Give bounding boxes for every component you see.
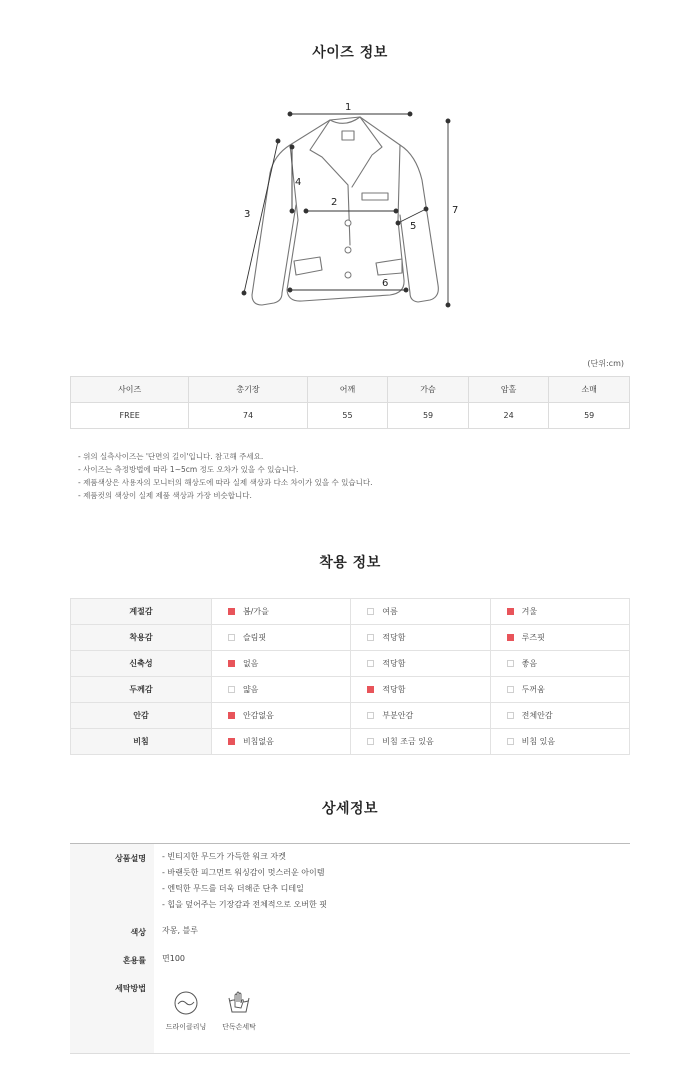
- fit-row: [71, 729, 630, 755]
- fit-option-label: 두꺼움: [521, 685, 545, 694]
- care-dry-clean-label: 드라이클리닝: [165, 1023, 207, 1031]
- detail-table: [70, 843, 630, 1054]
- fit-option-label: 적당함: [382, 685, 406, 694]
- description-line: - 바랜듯한 피그먼트 워싱감이 멋스러운 아이템: [162, 868, 325, 877]
- fit-row-label: 안감: [71, 703, 212, 729]
- checked-box-icon: [507, 608, 514, 615]
- fit-option-label: 루즈핏: [521, 633, 545, 642]
- note-line: - 사이즈는 측정방법에 따라 1~5cm 정도 오차가 있을 수 있습니다.: [78, 465, 299, 474]
- fit-option-label: 여름: [382, 607, 398, 616]
- header-size: 사이즈: [71, 377, 189, 403]
- unchecked-box-icon: [507, 660, 514, 667]
- fit-option-label: 봄/가을: [242, 607, 269, 616]
- fit-option: [490, 729, 629, 755]
- fit-option: [351, 703, 490, 729]
- fit-row: [71, 677, 630, 703]
- diagram-label-3: 3: [244, 209, 251, 220]
- fit-info-title: 착용 정보: [319, 555, 381, 571]
- fit-option-label: 얇음: [242, 685, 259, 694]
- checked-box-icon: [367, 686, 374, 693]
- fit-option: [351, 651, 490, 677]
- fit-option: [351, 677, 490, 703]
- fit-option-label: 적당함: [382, 633, 406, 642]
- checked-box-icon: [228, 712, 235, 719]
- fit-option-label: 겨울: [521, 607, 538, 616]
- fit-option-label: 부분안감: [382, 711, 414, 720]
- size-table: [70, 376, 630, 429]
- fit-option: [490, 703, 629, 729]
- hand-wash-icon: [226, 990, 252, 1016]
- unchecked-box-icon: [228, 634, 235, 641]
- fit-option: [490, 599, 629, 625]
- fit-option: [211, 677, 350, 703]
- unchecked-box-icon: [507, 738, 514, 745]
- description-list: [162, 849, 327, 913]
- fit-row-label: 두께감: [71, 677, 212, 703]
- note-line: - 제품색상은 사용자의 모니터의 해상도에 따라 실제 색상과 다소 차이가 있을 수 있습니다.: [78, 478, 373, 487]
- fit-option: [211, 599, 350, 625]
- fit-option-label: 전체안감: [521, 711, 553, 720]
- unchecked-box-icon: [367, 738, 374, 745]
- header-total-length: 총기장: [189, 377, 307, 403]
- fit-option-label: 슬림핏: [242, 633, 267, 642]
- fit-option: [351, 599, 490, 625]
- size-notes: [78, 450, 373, 502]
- fit-option-label: 비침 있음: [521, 737, 556, 746]
- size-info-title: 사이즈 정보: [312, 45, 388, 61]
- wash-label: 세탁방법: [115, 984, 146, 993]
- fit-table: [70, 598, 630, 755]
- unit-label: (단위:cm): [587, 359, 624, 368]
- fit-option: [490, 677, 629, 703]
- unchecked-box-icon: [507, 686, 514, 693]
- checked-box-icon: [507, 634, 514, 641]
- cell-sleeve: 59: [549, 403, 630, 429]
- fit-option-label: 비침없음: [242, 737, 274, 746]
- fit-option: [490, 651, 629, 677]
- fit-option: [351, 729, 490, 755]
- fit-option: [211, 729, 350, 755]
- description-line: - 힙을 덮어주는 기장감과 전체적으로 오버한 핏: [162, 900, 327, 909]
- checked-box-icon: [228, 738, 235, 745]
- unchecked-box-icon: [228, 686, 235, 693]
- detail-label-column: [70, 844, 154, 1053]
- fit-row-label: 계절감: [71, 599, 212, 625]
- checked-box-icon: [228, 608, 235, 615]
- diagram-label-6: 6: [382, 278, 389, 289]
- care-hand-wash: [209, 990, 269, 1032]
- diagram-label-4: 4: [295, 177, 302, 188]
- fit-option: [211, 703, 350, 729]
- fit-option: [351, 625, 490, 651]
- color-label: 색상: [130, 928, 146, 937]
- detail-info-title: 상세정보: [321, 801, 379, 817]
- description-label: 상품설명: [115, 854, 146, 863]
- cell-size: FREE: [71, 403, 189, 429]
- diagram-label-5: 5: [410, 221, 417, 232]
- material-label: 혼용률: [122, 956, 146, 965]
- fit-row-label: 착용감: [71, 625, 212, 651]
- description-line: - 엔틱한 무드를 더욱 더해준 단추 디테일: [162, 884, 304, 893]
- care-dry-clean: [156, 990, 216, 1032]
- fit-row-label: 비침: [71, 729, 212, 755]
- fit-option-label: 없음: [242, 659, 259, 668]
- material-value: 면100: [162, 954, 185, 963]
- size-table-header: [71, 377, 630, 403]
- jacket-illustration: [230, 95, 470, 315]
- unchecked-box-icon: [367, 712, 374, 719]
- fit-row: [71, 703, 630, 729]
- note-line: - 위의 실측사이즈는 '단면의 길이'입니다. 참고해 주세요.: [78, 452, 264, 461]
- fit-option: [211, 651, 350, 677]
- unchecked-box-icon: [367, 660, 374, 667]
- diagram-label-2: 2: [331, 197, 338, 208]
- unchecked-box-icon: [367, 608, 374, 615]
- fit-option: [211, 625, 350, 651]
- checked-box-icon: [228, 660, 235, 667]
- header-armhole: 암홀: [468, 377, 549, 403]
- color-value: 자몽, 블루: [162, 926, 198, 935]
- unchecked-box-icon: [367, 634, 374, 641]
- fit-option-label: 적당함: [382, 659, 406, 668]
- dry-clean-icon: [173, 990, 199, 1016]
- fit-row: [71, 599, 630, 625]
- fit-option-label: 안감없음: [242, 711, 274, 720]
- jacket-size-diagram: [230, 95, 470, 315]
- fit-option-label: 비침 조금 있음: [382, 737, 434, 746]
- note-line: - 제품컷의 색상이 실제 제품 색상과 가장 비슷합니다.: [78, 491, 252, 500]
- cell-chest: 59: [388, 403, 469, 429]
- header-chest: 가슴: [388, 377, 469, 403]
- diagram-label-1: 1: [345, 102, 352, 113]
- unchecked-box-icon: [507, 712, 514, 719]
- fit-row-label: 신축성: [71, 651, 212, 677]
- fit-row: [71, 625, 630, 651]
- cell-shoulder: 55: [307, 403, 388, 429]
- cell-total-length: 74: [189, 403, 307, 429]
- cell-armhole: 24: [468, 403, 549, 429]
- care-hand-wash-label: 단독손세탁: [222, 1023, 256, 1031]
- header-shoulder: 어깨: [307, 377, 388, 403]
- diagram-label-7: 7: [452, 205, 459, 216]
- fit-option-label: 좋음: [521, 659, 538, 668]
- header-sleeve: 소매: [549, 377, 630, 403]
- table-row: [71, 403, 630, 429]
- fit-row: [71, 651, 630, 677]
- description-line: - 빈티지한 무드가 가득한 워크 자켓: [162, 852, 286, 861]
- fit-option: [490, 625, 629, 651]
